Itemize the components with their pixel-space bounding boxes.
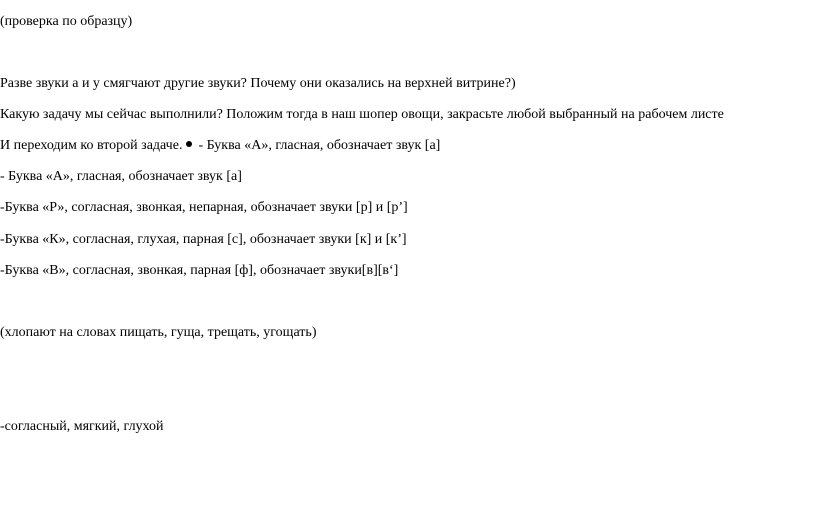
text-line: -Буква «Р», согласная, звонкая, непарная, обозначает звуки [р] и [р’] [0, 200, 408, 215]
text-line: -согласный, мягкий, глухой [0, 419, 164, 434]
text-line: (проверка по образцу) [0, 14, 133, 29]
bullet-icon [186, 141, 192, 147]
text-line: - Буква «А», гласная, обозначает звук [а] [0, 169, 242, 184]
text-line: Разве звуки а и у смягчают другие звуки? Почему они оказались на верхней витрине?) [0, 76, 516, 91]
text-segment: И переходим ко второй задаче. [0, 138, 183, 153]
text-line-with-bullet [0, 138, 440, 154]
text-line: Какую задачу мы сейчас выполнили? Положим тогда в наш шопер овощи, закрасьте любой выбранный на рабочем листе [0, 107, 724, 122]
text-line: -Буква «В», согласная, звонкая, парная [ф], обозначает звуки[в][в‘] [0, 263, 399, 278]
text-line: -Буква «К», согласная, глухая, парная [с], обозначает звуки [к] и [к’] [0, 232, 407, 247]
text-line: (хлопают на словах пищать, гуща, трещать, угощать) [0, 325, 317, 340]
text-segment: - Буква «А», гласная, обозначает звук [а] [198, 138, 441, 153]
